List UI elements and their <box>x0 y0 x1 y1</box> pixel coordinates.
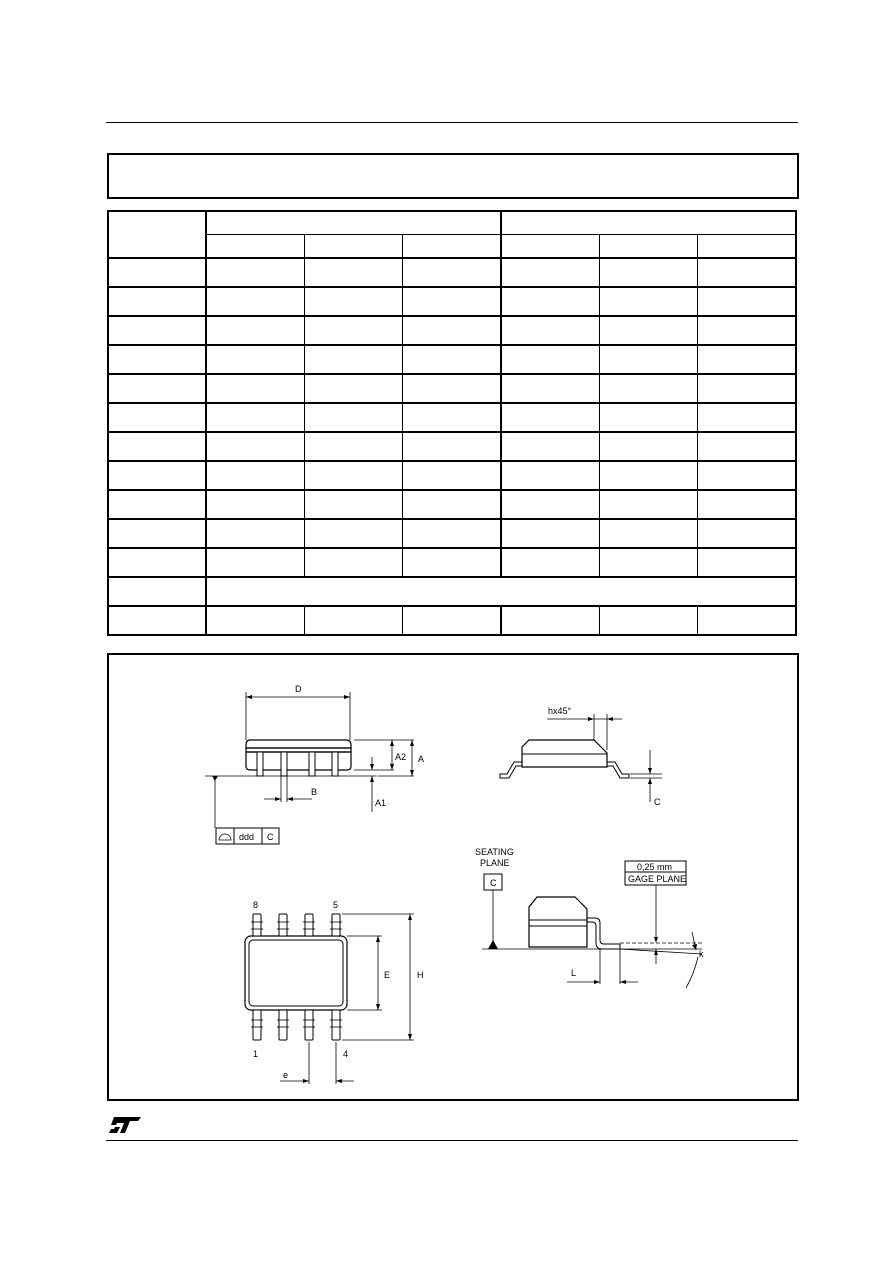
inch-value-cell <box>501 403 599 432</box>
dim-symbol-cell <box>108 577 206 606</box>
mm-header-cell <box>206 211 501 235</box>
inch-value-cell <box>501 461 599 490</box>
table-row <box>108 403 796 432</box>
inch-value-cell <box>501 432 599 461</box>
inch-value-cell <box>501 287 599 316</box>
inch-header-cell <box>501 211 796 235</box>
inch-value-cell <box>599 374 697 403</box>
mm-value-cell <box>403 461 501 490</box>
table-row <box>108 577 796 606</box>
dim-symbol-cell <box>108 316 206 345</box>
table-header-row <box>108 211 796 235</box>
inch-value-cell <box>698 432 796 461</box>
label-k: k <box>699 949 704 959</box>
inch-value-cell <box>599 461 697 490</box>
table-row <box>108 490 796 519</box>
inch-value-cell <box>599 316 697 345</box>
dim-symbol-cell <box>108 374 206 403</box>
inch-value-cell <box>599 287 697 316</box>
inch-value-cell <box>698 258 796 287</box>
footer-rule <box>106 1140 798 1141</box>
mm-max-header <box>403 235 501 259</box>
label-A2: A2 <box>395 752 407 762</box>
mm-value-cell <box>403 316 501 345</box>
inch-value-cell <box>599 258 697 287</box>
table-row <box>108 345 796 374</box>
inch-value-cell <box>698 519 796 548</box>
table-row <box>108 432 796 461</box>
inch-value-cell <box>501 374 599 403</box>
inch-value-cell <box>501 490 599 519</box>
mm-value-cell <box>305 316 403 345</box>
mm-value-cell <box>305 490 403 519</box>
mm-value-cell <box>305 345 403 374</box>
inch-value-cell <box>698 374 796 403</box>
mm-value-cell <box>403 490 501 519</box>
package-drawing-box <box>107 653 799 1101</box>
mm-value-cell <box>305 548 403 577</box>
label-seating-1: SEATING <box>475 847 514 857</box>
top-view <box>245 914 414 1084</box>
label-seating-2: PLANE <box>480 858 510 868</box>
label-E: E <box>384 970 391 980</box>
mm-value-cell <box>403 345 501 374</box>
inch-max-header <box>698 235 796 259</box>
inch-value-cell <box>599 490 697 519</box>
inch-value-cell <box>698 316 796 345</box>
mm-value-cell <box>305 606 403 635</box>
inch-value-cell <box>698 345 796 374</box>
inch-value-cell <box>599 432 697 461</box>
package-title-box <box>107 153 799 199</box>
inch-value-cell <box>698 461 796 490</box>
label-gage-value: 0,25 mm <box>637 862 673 872</box>
label-pin8: 8 <box>253 900 259 910</box>
label-A1: A1 <box>375 798 387 808</box>
inch-typ-header <box>599 235 697 259</box>
inch-value-cell <box>599 519 697 548</box>
mm-value-cell <box>403 548 501 577</box>
table-body <box>108 258 796 635</box>
dim-symbol-cell <box>108 403 206 432</box>
inch-value-cell <box>599 606 697 635</box>
inch-value-cell <box>698 403 796 432</box>
mm-value-cell <box>305 519 403 548</box>
mm-value-cell <box>206 374 304 403</box>
label-D: D <box>295 684 302 694</box>
mm-value-cell <box>206 403 304 432</box>
label-ddd: ddd <box>239 832 255 842</box>
dim-symbol-cell <box>108 432 206 461</box>
header-rule <box>106 122 798 123</box>
inch-value-cell <box>698 490 796 519</box>
mm-value-cell <box>206 519 304 548</box>
dimensions-table <box>107 210 797 636</box>
inch-value-cell <box>698 287 796 316</box>
mm-value-cell <box>403 258 501 287</box>
mm-value-cell <box>305 432 403 461</box>
mm-value-cell <box>206 461 304 490</box>
mm-value-cell <box>305 287 403 316</box>
mm-value-cell <box>305 374 403 403</box>
package-drawing <box>109 655 797 1099</box>
mm-value-cell <box>403 403 501 432</box>
label-L: L <box>571 968 577 978</box>
st-logo-icon <box>108 1115 142 1135</box>
mm-value-cell <box>206 606 304 635</box>
table-row <box>108 606 796 635</box>
dim-symbol-cell <box>108 490 206 519</box>
label-C-ref: C <box>267 832 274 842</box>
table-row <box>108 258 796 287</box>
table-row <box>108 316 796 345</box>
mm-value-cell <box>305 403 403 432</box>
end-view <box>500 714 662 802</box>
dim-symbol-cell <box>108 606 206 635</box>
label-e: e <box>283 1070 289 1080</box>
label-C: C <box>654 797 661 807</box>
label-seating-C: C <box>490 878 497 888</box>
mm-value-cell <box>206 345 304 374</box>
mm-value-cell <box>305 258 403 287</box>
label-pin4: 4 <box>343 1049 349 1059</box>
inch-value-cell <box>599 345 697 374</box>
dim-symbol-cell <box>108 258 206 287</box>
label-chamfer: hx45° <box>548 706 572 716</box>
mm-value-cell <box>305 461 403 490</box>
mm-value-cell <box>403 519 501 548</box>
dim-symbol-cell <box>108 345 206 374</box>
mm-value-cell <box>403 374 501 403</box>
dim-symbol-cell <box>108 548 206 577</box>
mm-value-cell <box>206 287 304 316</box>
mm-value-cell <box>206 548 304 577</box>
inch-min-header <box>501 235 599 259</box>
inch-value-cell <box>698 606 796 635</box>
inch-value-cell <box>501 258 599 287</box>
label-H: H <box>417 970 424 980</box>
label-gage-plane: GAGE PLANE <box>628 874 687 884</box>
inch-value-cell <box>698 548 796 577</box>
inch-value-cell <box>501 316 599 345</box>
mm-value-cell <box>403 606 501 635</box>
label-A: A <box>418 754 425 764</box>
inch-value-cell <box>599 548 697 577</box>
mm-value-cell <box>206 490 304 519</box>
table-row <box>108 374 796 403</box>
mm-value-cell <box>206 432 304 461</box>
label-B: B <box>311 787 318 797</box>
table-row <box>108 461 796 490</box>
inch-value-cell <box>501 606 599 635</box>
label-pin1: 1 <box>253 1049 259 1059</box>
table-row <box>108 287 796 316</box>
inch-value-cell <box>599 403 697 432</box>
mm-min-header <box>206 235 304 259</box>
mm-value-cell <box>206 316 304 345</box>
label-pin5: 5 <box>333 900 339 910</box>
mm-value-cell <box>403 287 501 316</box>
inch-value-cell <box>501 519 599 548</box>
dim-symbol-cell <box>108 519 206 548</box>
mm-typ-header <box>305 235 403 259</box>
inch-value-cell <box>501 345 599 374</box>
table-row <box>108 519 796 548</box>
mm-value-cell <box>403 432 501 461</box>
table-subheader-row <box>108 235 796 259</box>
side-view <box>205 692 414 844</box>
spanned-value-cell <box>206 577 796 606</box>
inch-value-cell <box>501 548 599 577</box>
dim-header-cell <box>108 211 206 258</box>
dim-symbol-cell <box>108 287 206 316</box>
dim-symbol-cell <box>108 461 206 490</box>
table-row <box>108 548 796 577</box>
mm-value-cell <box>206 258 304 287</box>
